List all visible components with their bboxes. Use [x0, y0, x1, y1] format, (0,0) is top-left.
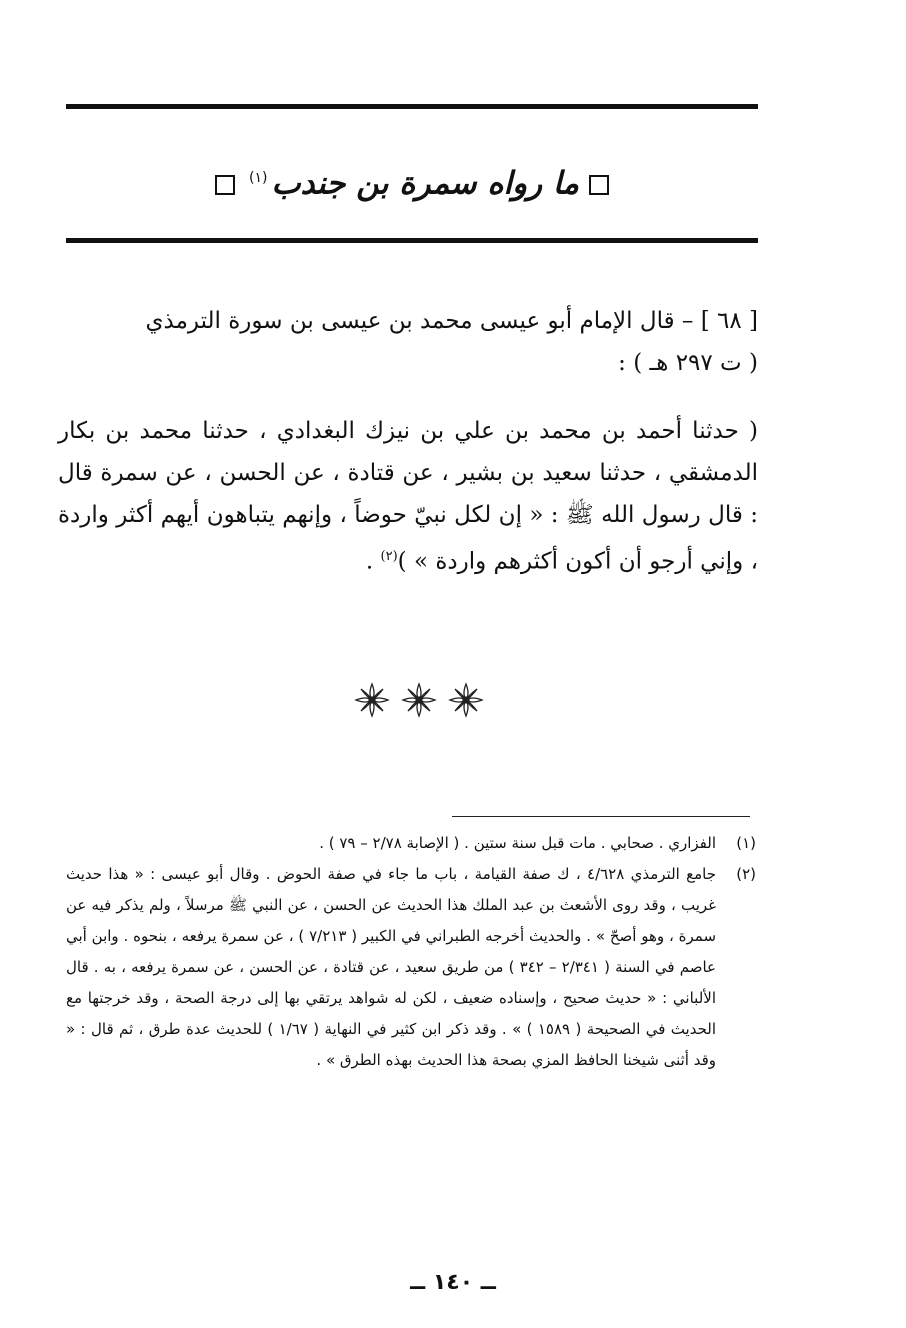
footnote-text: جامع الترمذي ٤/٦٢٨ ، ك صفة القيامة ، باب ما جاء في صفة الحوض . وقال أبو عيسى : « هذا حديث غريب ، وقد روى الأشعث بن عبد الملك هذا الحديث عن الحسن ، عن النبي ﷺ مرسلاً ، ولم يذكر فيه عن سمرة ، وهو أصحّ » . والحديث أخرجه الطبراني في الكبير ( ٧/٢١٣ ) ، عن سمرة يرفعه ، بنحوه . وابن أبي عاصم في السنة ( ٢/٣٤١ – ٣٤٢ ) من طريق سعيد ، عن قتادة ، عن الحسن ، عن سمرة يرفعه ، به . قال الألباني : « حديث صحيح ، وإسناده ضعيف ، لكن له شواهد يرتقي بها إلى درجة الصحة ، وقد خرجتها مع الحديث في الصحيحة ( ١٥٨٩ ) » . وقد ذكر ابن كثير في النهاية ( ١/٦٧ ) للحديث عدة طرق ، ثم قال : « وقد أثنى شيخنا الحافظ المزي بصحة هذا الحديث بهذه الطرق » .: [66, 865, 717, 1069]
title-footnote-marker: (١): [249, 170, 268, 186]
hadith-footnote-marker: (٢): [380, 549, 398, 564]
chapter-title: ما رواه سمرة بن جندب: [271, 165, 579, 202]
floral-ornament-icon: [348, 676, 490, 724]
header-top-rule: [66, 104, 758, 109]
footnotes: [66, 828, 756, 1076]
square-ornament-icon: [215, 175, 235, 195]
hadith-text-block: [58, 410, 758, 583]
square-ornament-icon: [589, 175, 609, 195]
chapter-heading: [66, 150, 758, 206]
header-bottom-rule: [66, 238, 758, 243]
intro-line-2: ( ت ٢٩٧ هـ ) :: [618, 350, 758, 376]
footnote-number: (٢): [736, 865, 756, 883]
footnote-text: الفزاري . صحابي . مات قبل سنة ستين . ( الإصابة ٢/٧٨ – ٧٩ ) .: [319, 834, 716, 852]
hadith-intro: [58, 300, 758, 384]
footnote-separator: [452, 816, 750, 817]
footnote-number: (١): [736, 834, 756, 852]
footnote-1: [66, 828, 756, 859]
intro-line-1: [ ٦٨ ] – قال الإمام أبو عيسى محمد بن عيسى بن سورة الترمذي: [145, 308, 758, 334]
hadith-end: .: [365, 548, 381, 575]
page-number: ــ ١٤٠ ــ: [410, 1270, 496, 1295]
footnote-2: [66, 859, 756, 1076]
hadith-text: ( حدثنا أحمد بن محمد بن علي بن نيزك البغدادي ، حدثنا محمد بن بكار الدمشقي ، حدثنا سعيد بن بشير ، عن قتادة ، عن الحسن ، عن سمرة قال : قال رسول الله ﷺ : « إن لكل نبيّ حوضاً ، وإنهم يتباهون أيهم أكثر واردة ، وإني أرجو أن أكون أكثرهم واردة » ): [58, 418, 758, 575]
